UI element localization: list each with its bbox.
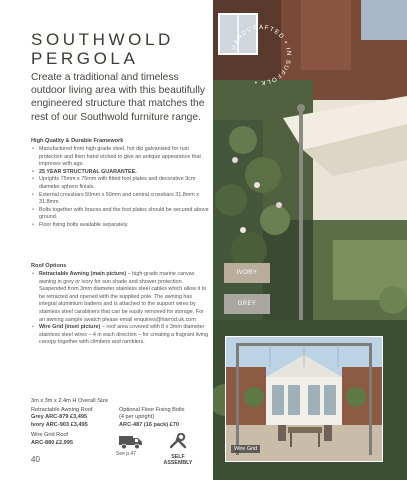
options-heading: Roof Options [31,263,67,269]
features-heading: High Quality & Durable Framework [31,138,124,144]
wire-grid-inset-photo [225,336,383,462]
delivery-label: See p.47 [116,451,137,457]
wrench-icon [169,433,187,449]
wire-heading: Wire Grid Roof [31,432,68,439]
feature-item: • Uprights 75mm x 75mm with fitted foot plates and decorative 9cm diameter sphere finials. [31,176,209,191]
option-wire-text: – roof area covered with 8 x 3mm diameter stainless steel wires – 4 in each direction – for creating a fragrant living canopy together with climbers and ramblers. [39,324,208,346]
feature-item: • External crossbars 50mm x 50mm and central crossbars 31.8mm x 31.8mm. [31,192,209,207]
feature-item: • Bolts together with braces and the foot plates should be secured above ground. [31,207,209,222]
option-awning-label: Retractable Awning (main picture) [39,271,127,277]
self-assembly-badge [160,433,196,466]
bolts-heading: Optional Floor Fixing Bolts [119,407,185,413]
stamp-text: HANDCRAFTED • IN SUFFOLK • [230,23,293,87]
feature-item: • Manufactured from high grade steel, hot dip galvanised for rust protection and then hand etched to give an antique appearance that improves with age. [31,146,209,169]
handcrafted-in-suffolk-stamp [224,18,298,92]
roof-prices [31,407,121,447]
wire-grid-caption: Wire Grid [231,445,260,453]
awning-heading: Retractable Awning Roof [31,407,93,413]
ivory-swatch: IVORY [224,263,270,283]
feature-item: • Floor fixing bolts available separately. [31,222,209,230]
option-awning-text: – high-grade marine canvas awning in grey or ivory for sun shade and shower protection. Suspended from 3mm diameter stainless steel cables which allow it to be retracted and opened with the supplied pole. The awning has integral aluminium battens and is attached to the support wires by stainless steel carabiners that can be easily removed for storage. For an awning sample swatch please email enquiries@harrod.uk.com [39,271,207,323]
grey-swatch: GREY [224,294,270,314]
page-title [31,30,174,68]
option-wire-label: Wire Grid (inset picture) [39,324,101,331]
features-list [31,146,209,230]
awning-ivory-price: Ivory ARC-903 £3,495 [31,421,88,428]
option-wire-grid [31,324,209,347]
title-line-1: SOUTHWOLD [31,30,174,49]
self-assembly-label: SELF ASSEMBLY [163,454,193,466]
bolts-price: ARC-487 (16 pack) £70 [119,421,180,428]
svg-text:HANDCRAFTED • IN SUFFOLK • [231,24,293,86]
wire-price: ARC-880 £2,995 [31,439,73,446]
bolts-prices [119,407,209,429]
title-line-2: PERGOLA [31,49,139,68]
page-number: 40 [31,455,40,464]
lead-paragraph: Create a traditional and timeless outdoor living area with this beautifully engineered structure that matches the rest of our Southwold furniture range. [31,72,206,123]
options-list [31,271,209,347]
awning-grey-price: Grey ARC-879 £3,495 [31,414,88,421]
feature-item-guarantee: • 25 YEAR STRUCTURAL GUARANTEE. [31,169,209,177]
overall-size: 3m x 3m x 2.4m H Overall Size [31,398,109,404]
option-awning [31,271,209,324]
bolts-sub: (4 per upright) [119,414,155,421]
delivery-van-icon [118,433,144,451]
